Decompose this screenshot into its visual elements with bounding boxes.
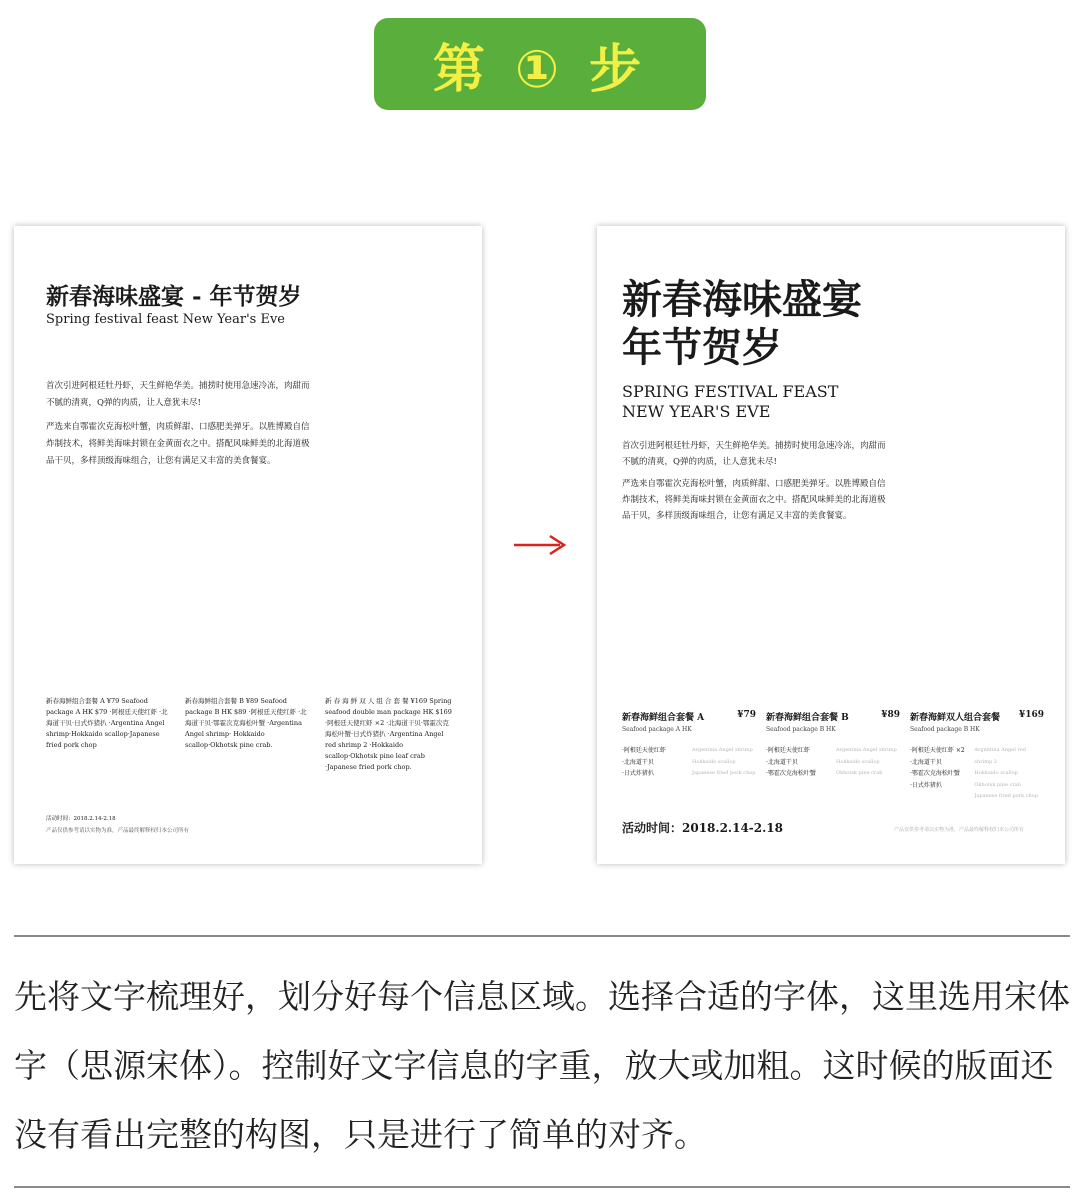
package-name: 新春海鲜双人组合套餐 xyxy=(910,713,1001,723)
package-english-name: Seafood package B HK xyxy=(766,726,836,733)
package-items xyxy=(766,745,900,780)
after-disclaimer: 产品仅供参考请以实物为准，产品最终解释权归本公司所有 xyxy=(894,827,1025,833)
after-paragraph-1: 首次引进阿根廷牡丹虾，天生鲜艳华美。捕捞时使用急速冷冻，肉甜而不腻的清爽，Q弹的肉质，让人意犹未尽! xyxy=(622,441,886,467)
after-package-a xyxy=(622,710,756,780)
before-package-b: 新春海鲜组合套餐 B ¥89 Seafood package B HK $89 ·阿根廷天使红虾 ·北海道干贝·鄂霍次克海松叶蟹 ·Argentina Angel shrimp· Hokkaido scallop·Okhotsk pine crab. xyxy=(185,697,307,749)
before-layout-page xyxy=(14,226,482,864)
before-paragraph-2: 严选来自鄂霍次克海松叶蟹，肉质鲜甜、口感肥美弹牙。以胜博殿自信炸制技术，将鲜美海味封锁在金黄面衣之中。搭配风味鲜美的北海道极品干贝，多样顶级海味组合，让您有满足又丰富的美食餐宴。 xyxy=(46,422,310,466)
package-price: ¥79 xyxy=(737,710,756,720)
after-subtitle-line-2: NEW YEAR'S EVE xyxy=(622,402,771,421)
package-price: ¥169 xyxy=(1018,710,1044,720)
after-subtitle-line-1: SPRING FESTIVAL FEAST xyxy=(622,382,839,401)
before-event-date: 活动时间：2018.2.14-2.18 xyxy=(46,816,116,822)
before-paragraph-1: 首次引进阿根廷牡丹虾，天生鲜艳华美。捕捞时使用急速冷冻，肉甜而不腻的清爽，Q弹的肉质，让人意犹未尽! xyxy=(46,381,310,408)
caption-text: 先将文字梳理好，划分好每个信息区域。选择合适的字体，这里选用宋体字（思源宋体）。控制好文字信息的字重，放大或加粗。这时候的版面还没有看出完整的构图，只是进行了简单的对齐。 xyxy=(14,977,1070,1154)
before-disclaimer: 产品仅供参考请以实物为准，产品最终解释权归本公司所有 xyxy=(46,828,190,834)
before-package-a: 新春海鲜组合套餐 A ¥79 Seafood package A HK $79 ·阿根廷天使红虾 ·北海道干贝·日式炸猪扒 ·Argentina Angel shrimp·Hokkaido scallop·Japanese fried pork chop xyxy=(46,697,168,749)
after-package-b xyxy=(766,710,900,780)
package-header xyxy=(622,710,756,723)
step-label: 第 ① 步 xyxy=(432,39,648,100)
after-title-line-1: 新春海味盛宴 xyxy=(622,276,862,323)
package-items-english: Argentina Angel red shrimp 2 Hokkaido scallop Okhotsk pine crab Japanese fried pork chop xyxy=(974,747,1038,799)
package-items xyxy=(910,745,1044,803)
before-package-c: 新 春 海 鲜 双 人 组 合 套 餐 ¥169 Spring seafood double man package HK $169 ·阿根廷天使红虾 ×2 ·北海道干贝·鄂霍次克海松叶蟹·日式炸猪扒 ·Argentina Angel red shrimp 2 ·Hokkaido scallop·Okhotsk pine leaf crab ·Japanese fried pork chop. xyxy=(325,697,452,771)
package-items-english: Argentina Angel shrimp Hokkaido scallop Japanese fried pork chop xyxy=(692,747,756,776)
before-subtitle: Spring festival feast New Year's Eve xyxy=(46,312,285,327)
package-items-chinese: ·阿根廷天使红虾 ×2 ·北海道干贝 ·鄂霍次克海松叶蟹 ·日式炸猪扒 xyxy=(910,747,965,789)
divider-top xyxy=(14,935,1070,937)
package-items-english: Argentina Angel shrimp Hokkaido scallop Okhotsk pine crab xyxy=(836,747,897,776)
package-price: ¥89 xyxy=(881,710,900,720)
arrow-right-icon xyxy=(512,530,568,560)
package-header xyxy=(910,710,1044,723)
divider-bottom xyxy=(14,1186,1070,1188)
after-layout-page xyxy=(597,226,1065,864)
step-badge xyxy=(374,18,706,110)
after-package-c xyxy=(910,710,1044,803)
package-english-name: Seafood package B HK xyxy=(910,726,980,733)
package-english-name: Seafood package A HK xyxy=(622,726,692,733)
package-header xyxy=(766,710,900,723)
package-items-chinese: ·阿根廷天使红虾 ·北海道干贝 ·鄂霍次克海松叶蟹 xyxy=(766,747,816,777)
after-subtitle xyxy=(622,382,838,422)
after-paragraph-2: 严选来自鄂霍次克海松叶蟹，肉质鲜甜、口感肥美弹牙。以胜博殿自信炸制技术，将鲜美海味封锁在金黄面衣之中。搭配风味鲜美的北海道极品干贝，多样顶级海味组合，让您有满足又丰富的美食餐宴。 xyxy=(622,479,886,521)
package-items-chinese: ·阿根廷天使红虾 ·北海道干贝 ·日式炸猪扒 xyxy=(622,747,666,777)
package-name: 新春海鲜组合套餐 A xyxy=(622,713,705,723)
after-event-date: 活动时间：2018.2.14-2.18 xyxy=(622,821,784,835)
package-name: 新春海鲜组合套餐 B xyxy=(766,713,849,723)
after-title-line-2: 年节贺岁 xyxy=(622,324,782,371)
after-title xyxy=(622,276,862,372)
package-items xyxy=(622,745,756,780)
before-title: 新春海味盛宴 - 年节贺岁 xyxy=(46,283,302,310)
